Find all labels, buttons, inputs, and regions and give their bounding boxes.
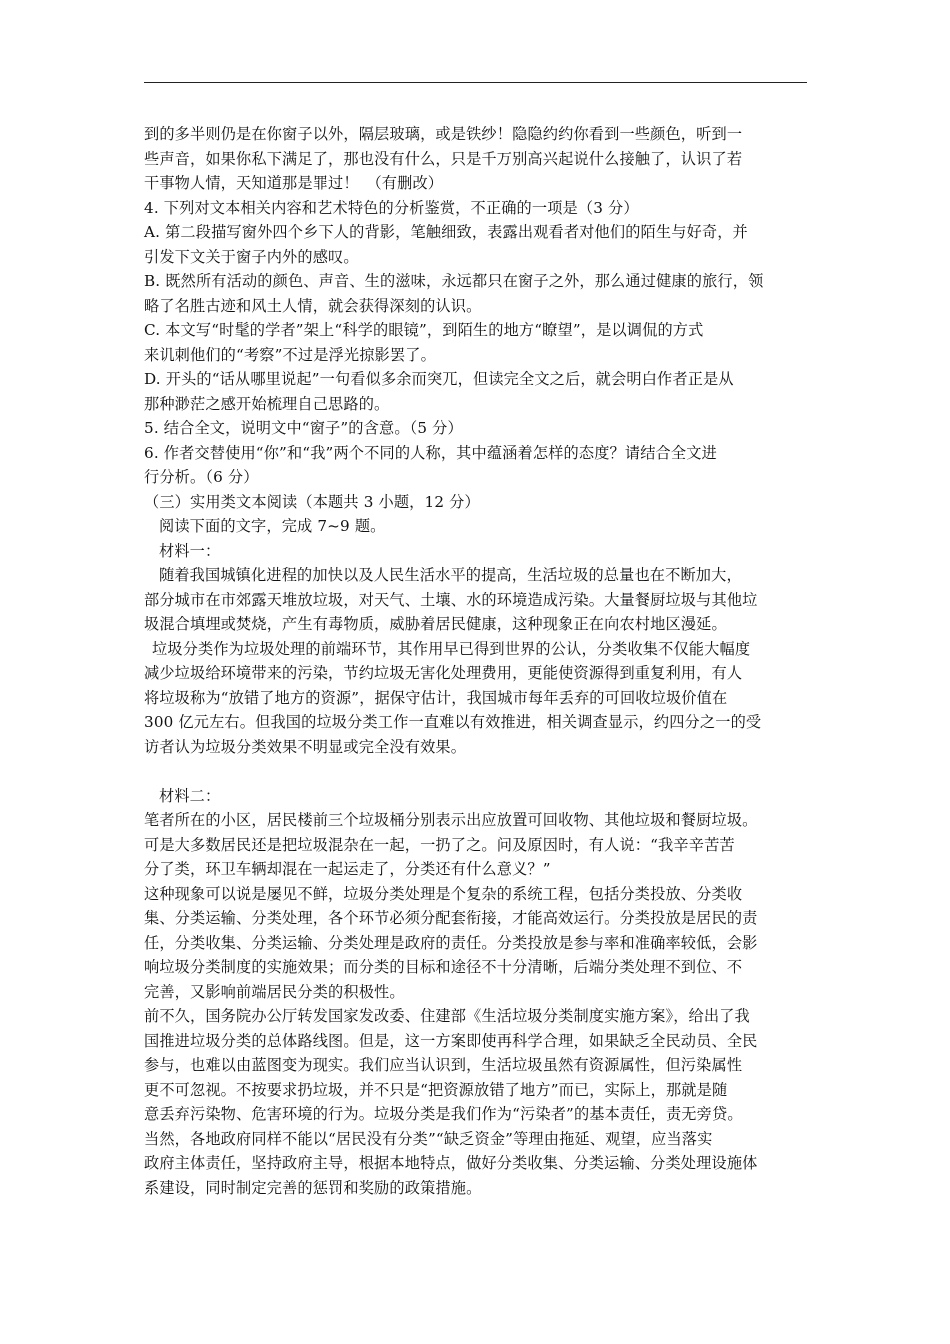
question-4: 4. 下列对文本相关内容和艺术特色的分析鉴赏，不正确的一项是（3 分）	[144, 198, 639, 217]
paragraph-line: 这种现象可以说是屡见不鲜，垃圾分类处理是个复杂的系统工程，包括分类投放、分类收	[144, 884, 743, 903]
text-line: 到的多半则仍是在你窗子以外，隔层玻璃，或是铁纱！隐隐约约你看到一些颜色，听到一	[144, 125, 743, 143]
option-c: C. 本文写“时髦的学者”架上“科学的眼镜”，到陌生的地方“瞭望”，是以调侃的方式	[144, 321, 704, 339]
question-6-cont: 行分析。（6 分）	[144, 468, 259, 486]
paragraph-line: 圾混合填埋或焚烧，产生有毒物质，威胁着居民健康，这种现象正在向农村地区漫延。	[144, 615, 727, 633]
question-6: 6. 作者交替使用“你”和“我”两个不同的人称，其中蕴涵着怎样的态度？请结合全文进	[144, 443, 717, 462]
text-line: 干事物人情，天知道那是罪过！ （有删改）	[144, 174, 444, 192]
paragraph-line: 笔者所在的小区，居民楼前三个垃圾桶分别表示出应放置可回收物、其他垃圾和餐厨垃圾。	[144, 811, 758, 829]
material-2-label: 材料二：	[159, 786, 221, 805]
document-body	[144, 122, 807, 1200]
paragraph-line: 政府主体责任，坚持政府主导，根据本地特点，做好分类收集、分类运输、分类处理设施体	[144, 1154, 758, 1172]
paragraph-line: 分了类，环卫车辆却混在一起运走了，分类还有什么意义？”	[144, 860, 551, 878]
paragraph-line: 减少垃圾给环境带来的污染，节约垃圾无害化处理费用，更能使资源得到重复利用，有人	[144, 664, 743, 682]
paragraph-line: 当然，各地政府同样不能以“居民没有分类”“缺乏资金”等理由拖延、观望，应当落实	[144, 1129, 713, 1148]
section-heading: （三）实用类文本阅读（本题共 3 小题，12 分）	[144, 492, 480, 511]
paragraph-line: 完善，又影响前端居民分类的积极性。	[144, 982, 405, 1001]
text-line: 些声音，如果你私下满足了，那也没有什么，只是千万别高兴起说什么接触了，认识了若	[144, 149, 743, 168]
option-b-cont: 略了名胜古迹和风土人情，就会获得深刻的认识。	[144, 296, 482, 315]
paragraph-line: 300 亿元左右。但我国的垃圾分类工作一直难以有效推进，相关调查显示，约四分之一的受	[144, 713, 762, 731]
paragraph-line: 系建设，同时制定完善的惩罚和奖励的政策措施。	[144, 1178, 482, 1197]
paragraph-line: 随着我国城镇化进程的加快以及人民生活水平的提高，生活垃圾的总量也在不断加大，	[159, 566, 742, 584]
option-a-cont: 引发下文关于窗子内外的感叹。	[144, 247, 359, 266]
option-b: B. 既然所有活动的颜色、声音、生的滋味，永远都只在窗子之外，那么通过健康的旅行，领	[144, 272, 764, 290]
blank-line	[144, 759, 807, 784]
option-d-cont: 那种渺茫之感开始梳理自己思路的。	[144, 394, 390, 413]
paragraph-line: 更不可忽视。不按要求扔垃圾，并不只是“把资源放错了地方”而已，实际上，那就是随	[144, 1080, 728, 1099]
instruction: 阅读下面的文字，完成 7~9 题。	[159, 517, 386, 535]
paragraph-line: 垃圾分类作为垃圾处理的前端环节，其作用早已得到世界的公认，分类收集不仅能大幅度	[152, 639, 751, 658]
paragraph-line: 部分城市在市郊露天堆放垃圾，对天气、土壤、水的环境造成污染。大量餐厨垃圾与其他垃	[144, 590, 758, 609]
question-5: 5. 结合全文，说明文中“窗子”的含意。（5 分）	[144, 419, 463, 437]
paragraph-line: 意丢弃污染物、危害环境的行为。垃圾分类是我们作为“污染者”的基本责任，责无旁贷。	[144, 1105, 743, 1123]
option-c-cont: 来讥刺他们的“考察”不过是浮光掠影罢了。	[144, 345, 436, 364]
paragraph-line: 将垃圾称为“放错了地方的资源”，据保守估计，我国城市每年丢弃的可回收垃圾价值在	[144, 688, 728, 707]
paragraph-line: 前不久，国务院办公厅转发国家发改委、住建部《生活垃圾分类制度实施方案》，给出了我	[144, 1007, 750, 1025]
paragraph-line: 国推进垃圾分类的总体路线图。但是，这一方案即使再科学合理，如果缺乏全民动员、全民	[144, 1031, 758, 1050]
option-a: A. 第二段描写窗外四个乡下人的背影，笔触细致，表露出观看者对他们的陌生与好奇，并	[144, 223, 748, 241]
material-1-label: 材料一：	[159, 541, 221, 560]
header-rule	[144, 82, 807, 83]
paragraph-line: 可是大多数居民还是把垃圾混杂在一起，一扔了之。问及原因时，有人说：“我辛辛苦苦	[144, 835, 735, 854]
paragraph-line: 响垃圾分类制度的实施效果；而分类的目标和途径不十分清晰，后端分类处理不到位、不	[144, 958, 743, 976]
paragraph-line: 任，分类收集、分类运输、分类处理是政府的责任。分类投放是参与率和准确率较低，会影	[144, 933, 758, 952]
paragraph-line: 集、分类运输、分类处理，各个环节必须分配套衔接，才能高效运行。分类投放是居民的责	[144, 909, 758, 927]
option-d: D. 开头的“话从哪里说起”一句看似多余而突兀，但读完全文之后，就会明白作者正是从	[144, 370, 734, 388]
paragraph-line: 参与，也难以由蓝图变为现实。我们应当认识到，生活垃圾虽然有资源属性，但污染属性	[144, 1056, 743, 1074]
paragraph-line: 访者认为垃圾分类效果不明显或完全没有效果。	[144, 737, 467, 756]
